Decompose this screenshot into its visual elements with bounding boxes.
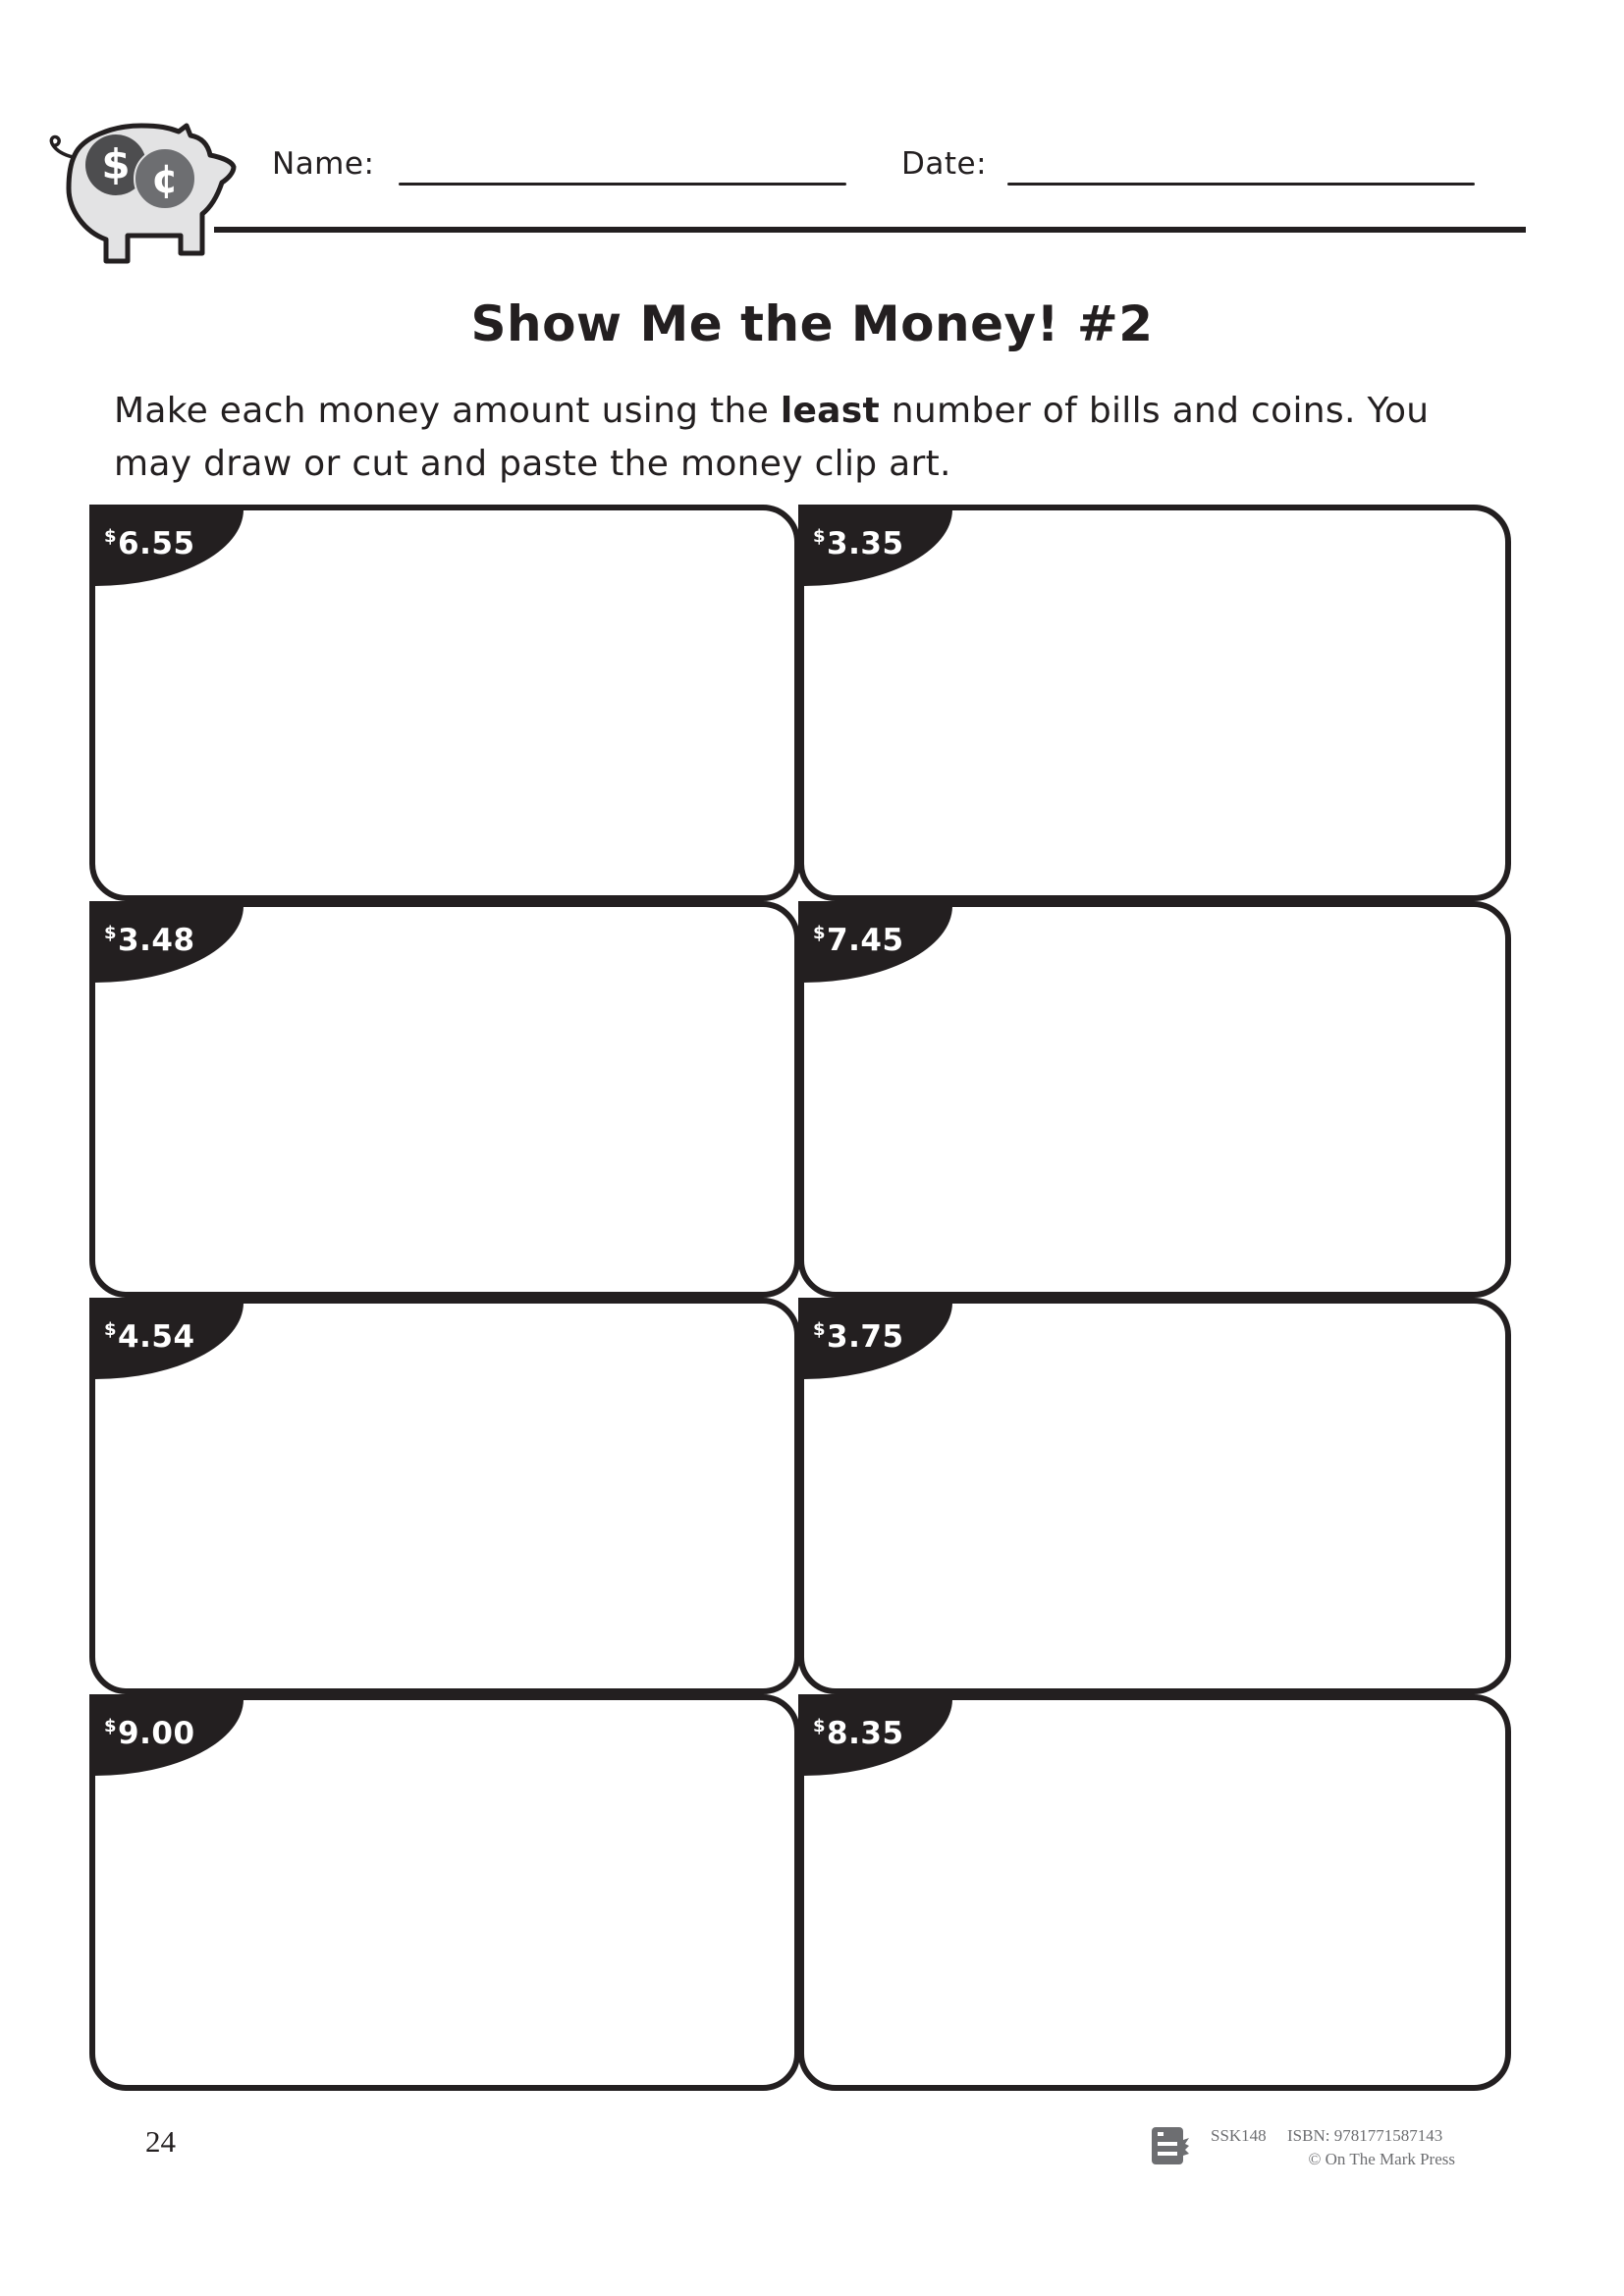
currency-symbol: $ xyxy=(104,1319,118,1340)
piggy-bank-logo-icon xyxy=(43,116,240,267)
date-label: Date: xyxy=(901,146,988,182)
amount-label xyxy=(104,1312,195,1355)
amount-label xyxy=(813,916,904,958)
currency-symbol: $ xyxy=(813,1319,827,1340)
amount-tab xyxy=(803,1303,952,1379)
answer-box-4[interactable] xyxy=(798,901,1511,1298)
name-field[interactable] xyxy=(399,183,846,186)
amount-tab xyxy=(94,509,244,586)
answer-box-5[interactable] xyxy=(89,1298,800,1694)
amount-label xyxy=(104,519,195,561)
answer-box-6[interactable] xyxy=(798,1298,1511,1694)
answer-box-8[interactable] xyxy=(798,1694,1511,2091)
instructions-text-end: number of bills and coins. You may draw or cut and paste the money clip art. xyxy=(114,391,1430,484)
amount-tab xyxy=(94,1303,244,1379)
amount-label xyxy=(813,1709,904,1751)
currency-symbol: $ xyxy=(104,1716,118,1736)
instructions-text-start: Make each money amount using the xyxy=(114,391,781,431)
dollar-coin-glyph: $ xyxy=(101,140,131,188)
amount-label xyxy=(813,1312,904,1355)
amount-value: 3.35 xyxy=(827,526,904,561)
answer-box-grid xyxy=(89,505,1511,2097)
currency-symbol: $ xyxy=(813,526,827,547)
answer-box-7[interactable] xyxy=(89,1694,800,2091)
amount-tab xyxy=(94,906,244,983)
amount-value: 4.54 xyxy=(118,1319,195,1355)
amount-label xyxy=(104,916,195,958)
amount-tab xyxy=(803,509,952,586)
amount-tab xyxy=(94,1699,244,1776)
amount-tab xyxy=(803,906,952,983)
amount-value: 7.45 xyxy=(827,923,904,958)
product-code: SSK148 xyxy=(1211,2126,1267,2145)
header-divider xyxy=(214,227,1526,233)
amount-value: 9.00 xyxy=(118,1716,195,1751)
amount-value: 6.55 xyxy=(118,526,195,561)
page-number: 24 xyxy=(145,2124,176,2159)
answer-box-1[interactable] xyxy=(89,505,800,901)
page-title: Show Me the Money! #2 xyxy=(470,295,1154,352)
currency-symbol: $ xyxy=(104,923,118,943)
amount-label xyxy=(813,519,904,561)
amount-label xyxy=(104,1709,195,1751)
instructions-emphasis: least xyxy=(780,391,880,431)
answer-box-2[interactable] xyxy=(798,505,1511,901)
amount-value: 3.75 xyxy=(827,1319,904,1355)
isbn: ISBN: 9781771587143 xyxy=(1287,2126,1443,2145)
currency-symbol: $ xyxy=(813,1716,827,1736)
currency-symbol: $ xyxy=(813,923,827,943)
publisher-book-icon xyxy=(1151,2126,1192,2165)
amount-tab xyxy=(803,1699,952,1776)
amount-value: 8.35 xyxy=(827,1716,904,1751)
currency-symbol: $ xyxy=(104,526,118,547)
amount-value: 3.48 xyxy=(118,923,195,958)
cent-coin-glyph: ¢ xyxy=(151,157,179,202)
copyright: © On The Mark Press xyxy=(1308,2150,1455,2168)
instructions xyxy=(114,385,1430,491)
answer-box-3[interactable] xyxy=(89,901,800,1298)
name-label: Name: xyxy=(272,146,375,182)
date-field[interactable] xyxy=(1007,183,1475,186)
